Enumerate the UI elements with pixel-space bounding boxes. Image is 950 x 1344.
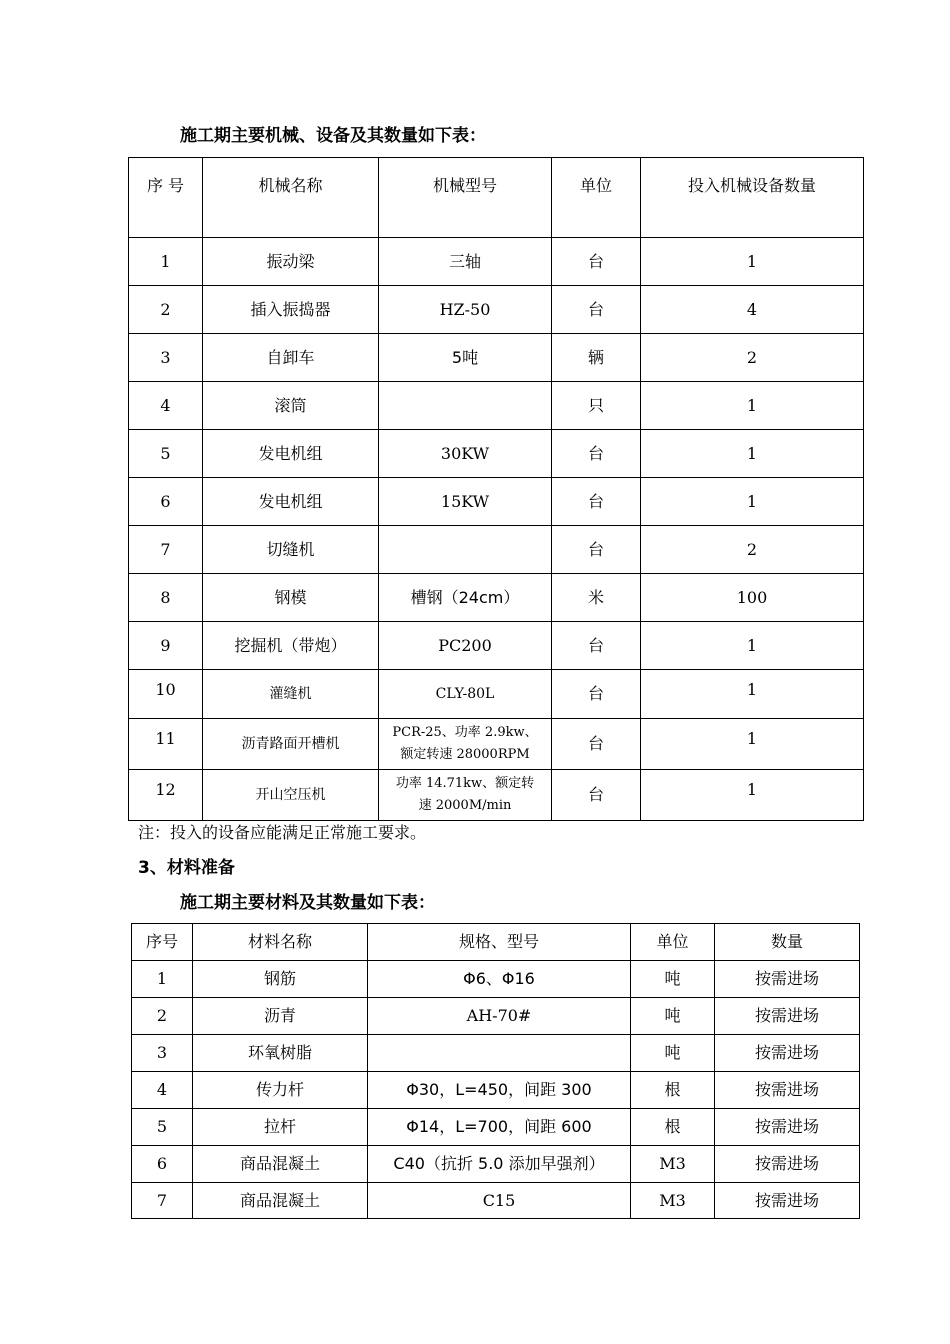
cell-no: 4 xyxy=(129,382,203,430)
header-qty: 投入机械设备数量 xyxy=(641,158,864,238)
table-row xyxy=(129,622,864,670)
cell-name: 传力杆 xyxy=(193,1072,368,1109)
table-row xyxy=(129,286,864,334)
cell-no: 1 xyxy=(129,238,203,286)
cell-model: 15KW xyxy=(379,478,552,526)
cell-name: 切缝机 xyxy=(203,526,379,574)
table-row xyxy=(132,1146,860,1183)
cell-unit: 台 xyxy=(552,770,641,821)
cell-model: CLY-80L xyxy=(379,670,552,719)
cell-unit: 吨 xyxy=(631,1035,715,1072)
cell-qty: 1 xyxy=(641,238,864,286)
cell-model xyxy=(379,719,552,770)
cell-name: 插入振捣器 xyxy=(203,286,379,334)
cell-qty: 1 xyxy=(641,770,864,821)
cell-name: 自卸车 xyxy=(203,334,379,382)
header-unit: 单位 xyxy=(631,924,715,961)
cell-spec: Φ30，L=450，间距 300 xyxy=(368,1072,631,1109)
materials-intro: 施工期主要材料及其数量如下表： xyxy=(180,893,435,913)
cell-qty: 按需进场 xyxy=(715,1146,860,1183)
table-row xyxy=(129,430,864,478)
cell-no: 6 xyxy=(132,1146,193,1183)
cell-qty: 按需进场 xyxy=(715,1109,860,1146)
cell-no: 3 xyxy=(129,334,203,382)
cell-unit: 吨 xyxy=(631,998,715,1035)
cell-name: 沥青路面开槽机 xyxy=(203,719,379,770)
cell-qty: 2 xyxy=(641,334,864,382)
cell-model: HZ-50 xyxy=(379,286,552,334)
cell-qty: 1 xyxy=(641,382,864,430)
cell-unit: 只 xyxy=(552,382,641,430)
cell-qty: 100 xyxy=(641,574,864,622)
cell-name: 拉杆 xyxy=(193,1109,368,1146)
cell-name: 发电机组 xyxy=(203,478,379,526)
cell-name: 滚筒 xyxy=(203,382,379,430)
section-title: 3、材料准备 xyxy=(138,858,235,878)
cell-no: 1 xyxy=(132,961,193,998)
cell-name: 沥青 xyxy=(193,998,368,1035)
cell-no: 12 xyxy=(129,770,203,821)
cell-unit: 辆 xyxy=(552,334,641,382)
cell-spec: Φ6、Φ16 xyxy=(368,961,631,998)
table-row xyxy=(129,526,864,574)
equipment-header-row xyxy=(129,158,864,238)
cell-unit: 台 xyxy=(552,719,641,770)
cell-unit: 台 xyxy=(552,670,641,719)
cell-unit: 台 xyxy=(552,622,641,670)
cell-name: 开山空压机 xyxy=(203,770,379,821)
cell-unit: 台 xyxy=(552,286,641,334)
table-row xyxy=(129,670,864,719)
cell-spec: Φ14，L=700，间距 600 xyxy=(368,1109,631,1146)
cell-no: 9 xyxy=(129,622,203,670)
cell-qty: 1 xyxy=(641,719,864,770)
cell-model: PC200 xyxy=(379,622,552,670)
table-row xyxy=(132,1183,860,1219)
cell-model xyxy=(379,770,552,821)
header-no: 序号 xyxy=(132,924,193,961)
cell-name: 商品混凝土 xyxy=(193,1146,368,1183)
table-row xyxy=(132,1109,860,1146)
table-row xyxy=(129,719,864,770)
cell-qty: 按需进场 xyxy=(715,1072,860,1109)
cell-model: 槽钢（24cm） xyxy=(379,574,552,622)
cell-no: 3 xyxy=(132,1035,193,1072)
header-model: 机械型号 xyxy=(379,158,552,238)
equipment-table xyxy=(128,157,864,821)
equipment-intro: 施工期主要机械、设备及其数量如下表： xyxy=(180,126,486,146)
cell-name: 钢模 xyxy=(203,574,379,622)
cell-no: 7 xyxy=(129,526,203,574)
table-row xyxy=(132,998,860,1035)
table-row xyxy=(129,238,864,286)
cell-unit: 根 xyxy=(631,1109,715,1146)
table-row xyxy=(129,334,864,382)
cell-qty: 1 xyxy=(641,670,864,719)
cell-qty: 按需进场 xyxy=(715,1035,860,1072)
table-row xyxy=(129,574,864,622)
cell-unit: 台 xyxy=(552,238,641,286)
cell-unit: 吨 xyxy=(631,961,715,998)
table-row xyxy=(129,770,864,821)
header-name: 机械名称 xyxy=(203,158,379,238)
cell-name: 环氧树脂 xyxy=(193,1035,368,1072)
cell-qty: 按需进场 xyxy=(715,1183,860,1219)
cell-spec: C15 xyxy=(368,1183,631,1219)
cell-name: 商品混凝土 xyxy=(193,1183,368,1219)
cell-unit: M3 xyxy=(631,1146,715,1183)
table-row xyxy=(132,1072,860,1109)
cell-unit: 根 xyxy=(631,1072,715,1109)
header-name: 材料名称 xyxy=(193,924,368,961)
cell-name: 振动梁 xyxy=(203,238,379,286)
cell-no: 2 xyxy=(129,286,203,334)
cell-model xyxy=(379,526,552,574)
cell-qty: 按需进场 xyxy=(715,998,860,1035)
cell-no: 5 xyxy=(129,430,203,478)
cell-model-line: 功率 14.71kw、额定转 xyxy=(395,776,535,791)
materials-header-row xyxy=(132,924,860,961)
cell-no: 5 xyxy=(132,1109,193,1146)
cell-spec: AH-70# xyxy=(368,998,631,1035)
cell-model-line: PCR-25、功率 2.9kw、 xyxy=(392,725,538,740)
table-row xyxy=(132,1035,860,1072)
header-no: 序 号 xyxy=(129,158,203,238)
header-qty: 数量 xyxy=(715,924,860,961)
cell-qty: 1 xyxy=(641,622,864,670)
cell-model: 三轴 xyxy=(379,238,552,286)
cell-unit: 台 xyxy=(552,430,641,478)
cell-model-line: 速 2000M/min xyxy=(418,798,512,813)
table-row xyxy=(132,961,860,998)
cell-unit: 台 xyxy=(552,526,641,574)
cell-qty: 1 xyxy=(641,430,864,478)
cell-model: 5吨 xyxy=(379,334,552,382)
cell-no: 11 xyxy=(129,719,203,770)
header-spec: 规格、型号 xyxy=(368,924,631,961)
cell-unit: M3 xyxy=(631,1183,715,1219)
cell-name: 发电机组 xyxy=(203,430,379,478)
cell-name: 挖掘机（带炮） xyxy=(203,622,379,670)
cell-no: 2 xyxy=(132,998,193,1035)
cell-no: 6 xyxy=(129,478,203,526)
cell-model-line: 额定转速 28000RPM xyxy=(400,747,530,762)
cell-no: 7 xyxy=(132,1183,193,1219)
cell-model xyxy=(379,382,552,430)
table-row xyxy=(129,478,864,526)
cell-qty: 4 xyxy=(641,286,864,334)
cell-no: 4 xyxy=(132,1072,193,1109)
materials-table xyxy=(131,923,860,1219)
header-unit: 单位 xyxy=(552,158,641,238)
cell-spec: C40（抗折 5.0 添加早强剂） xyxy=(368,1146,631,1183)
cell-qty: 2 xyxy=(641,526,864,574)
cell-qty: 1 xyxy=(641,478,864,526)
cell-spec xyxy=(368,1035,631,1072)
cell-unit: 台 xyxy=(552,478,641,526)
equipment-note: 注：投入的设备应能满足正常施工要求。 xyxy=(138,823,427,842)
table-row xyxy=(129,382,864,430)
cell-model: 30KW xyxy=(379,430,552,478)
cell-name: 灌缝机 xyxy=(203,670,379,719)
cell-no: 10 xyxy=(129,670,203,719)
cell-no: 8 xyxy=(129,574,203,622)
cell-unit: 米 xyxy=(552,574,641,622)
cell-qty: 按需进场 xyxy=(715,961,860,998)
cell-name: 钢筋 xyxy=(193,961,368,998)
